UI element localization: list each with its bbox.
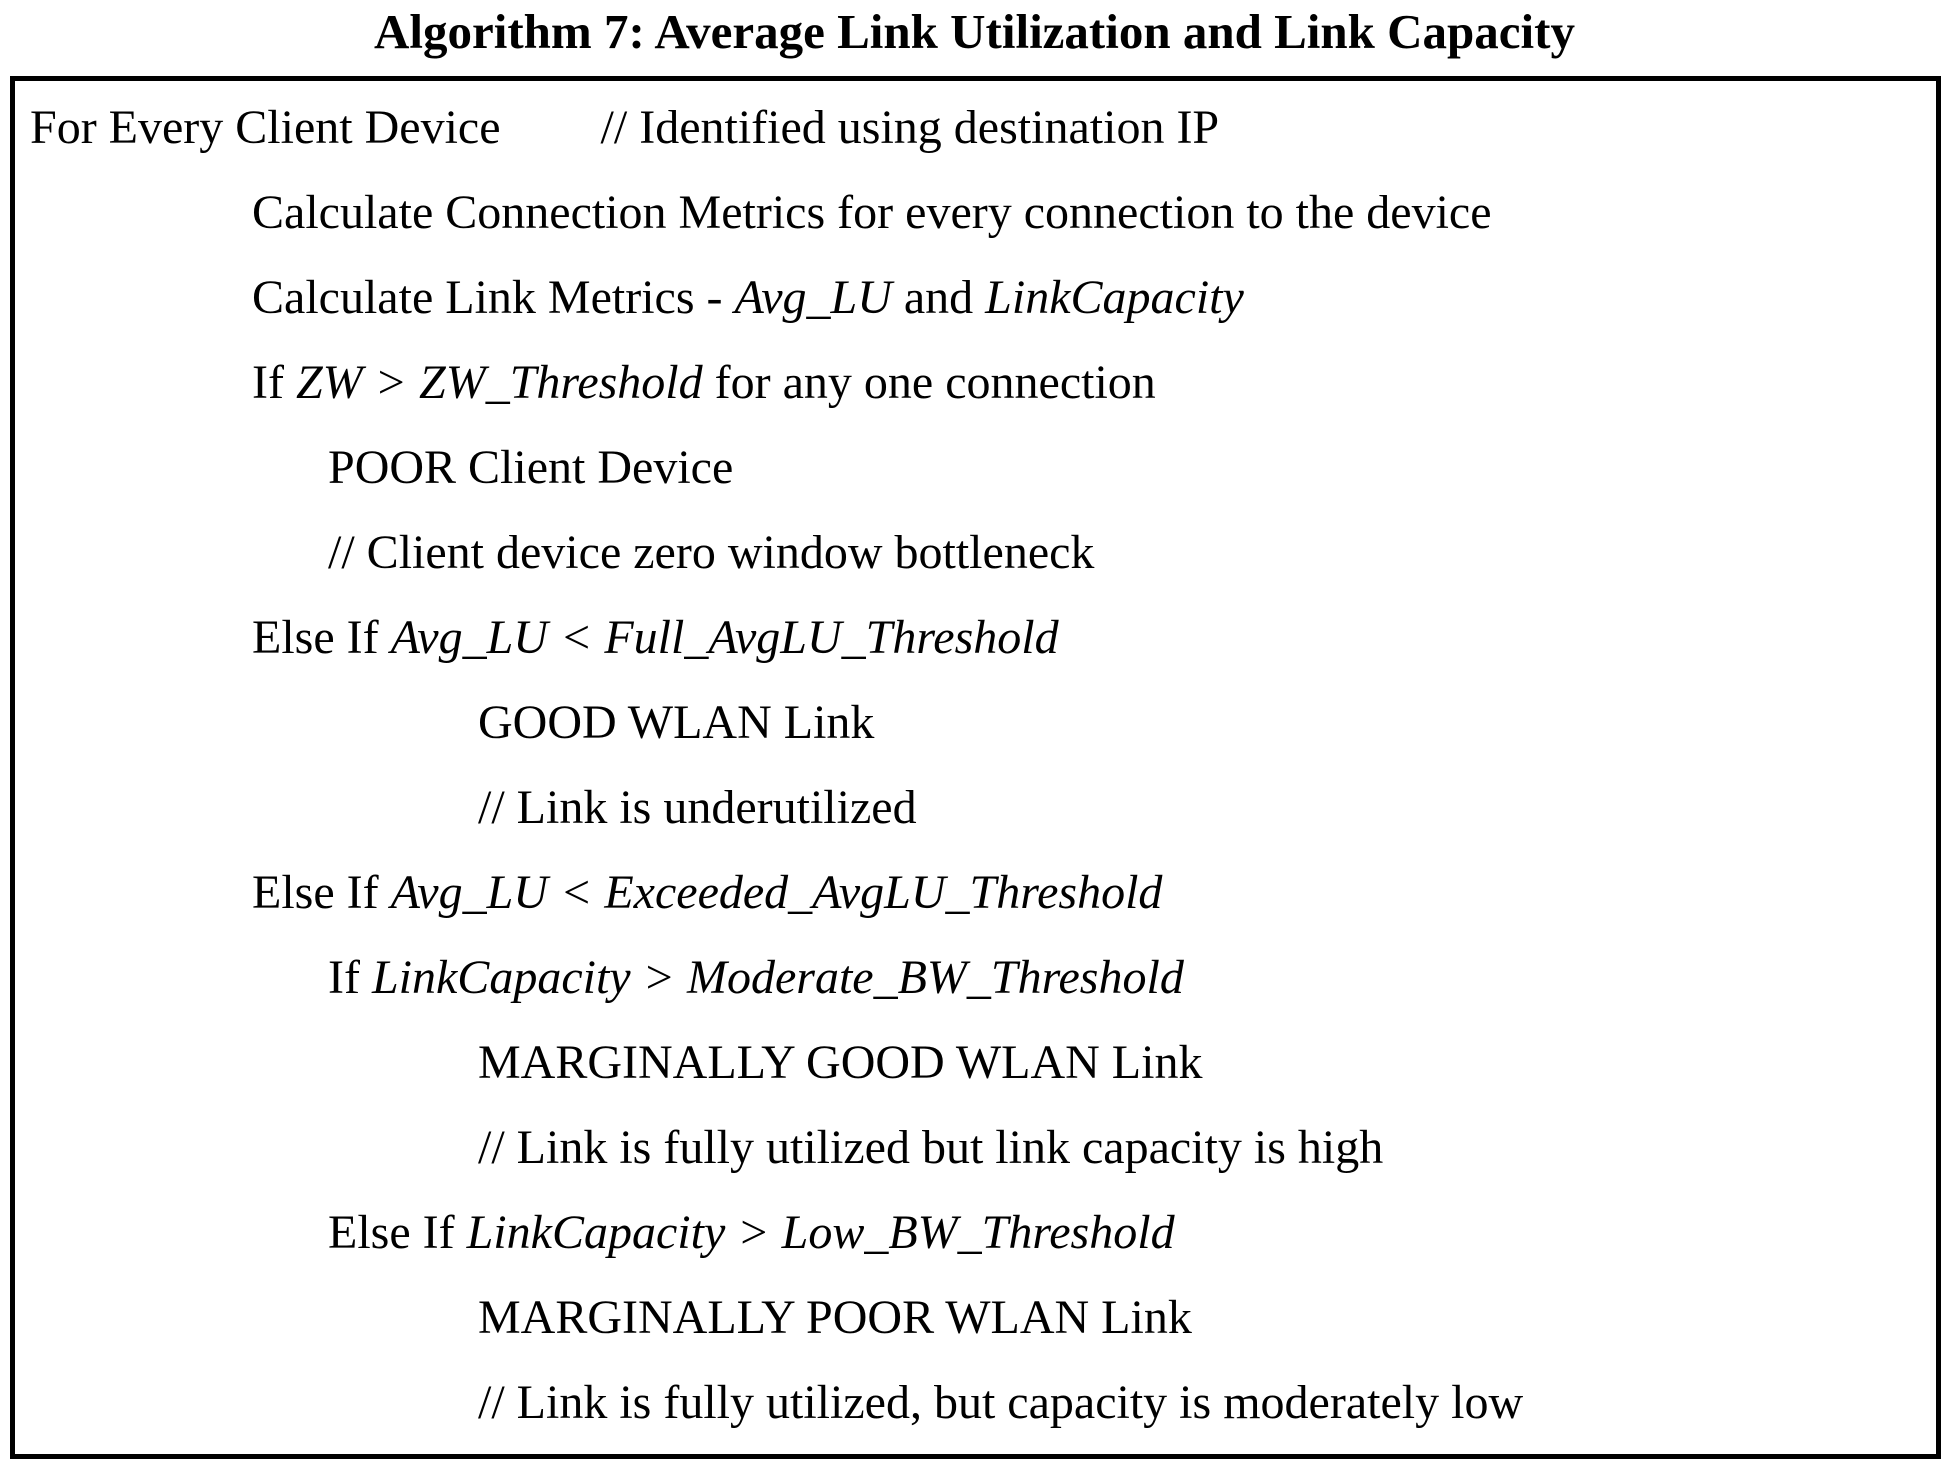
pseudocode-line: [30, 340, 1926, 425]
algorithm-box: [10, 76, 1941, 1459]
variable-expression: Avg_LU < Exceeded_AvgLU_Threshold: [390, 866, 1163, 919]
pseudocode-line: [30, 595, 1926, 680]
pseudocode-comment-line: [30, 765, 1926, 850]
code-text: Else If: [252, 611, 391, 664]
code-text: Calculate Connection Metrics for every connection to the device: [252, 186, 1492, 239]
code-text: Else If: [252, 866, 391, 919]
pseudocode-comment-line: [30, 510, 1926, 595]
pseudocode-comment-line: [30, 1105, 1926, 1190]
code-text: MARGINALLY POOR WLAN Link: [478, 1291, 1192, 1344]
code-text: MARGINALLY GOOD WLAN Link: [478, 1036, 1203, 1089]
pseudocode-line: [30, 680, 1926, 765]
code-text: If: [328, 951, 372, 1004]
inline-comment: // Link is fully utilized, but capacity is moderately low: [478, 1376, 1524, 1429]
variable-expression: ZW > ZW_Threshold: [295, 356, 703, 409]
code-text: Calculate Link Metrics -: [252, 271, 735, 324]
code-text: For Every Client Device: [30, 101, 501, 154]
pseudocode-line: [30, 85, 1926, 170]
pseudocode-line: [30, 170, 1926, 255]
code-text: POOR Client Device: [328, 441, 734, 494]
variable-expression: LinkCapacity: [985, 271, 1244, 324]
pseudocode-line: [30, 255, 1926, 340]
pseudocode-line: [30, 1275, 1926, 1360]
pseudocode-line: [30, 850, 1926, 935]
inline-comment: // Link is fully utilized but link capacity is high: [478, 1121, 1384, 1174]
code-text: GOOD WLAN Link: [478, 696, 875, 749]
inline-comment: // Identified using destination IP: [600, 101, 1220, 154]
code-text: If: [252, 356, 296, 409]
pseudocode-line: [30, 1190, 1926, 1275]
pseudocode-comment-line: [30, 1360, 1926, 1445]
code-text: for any one connection: [702, 356, 1156, 409]
pseudocode-line: [30, 935, 1926, 1020]
variable-expression: Avg_LU < Full_AvgLU_Threshold: [390, 611, 1059, 664]
algorithm-lines: [30, 85, 1926, 1445]
variable-expression: Avg_LU: [734, 271, 892, 324]
inline-comment: // Link is underutilized: [478, 781, 917, 834]
variable-expression: LinkCapacity > Moderate_BW_Threshold: [371, 951, 1184, 1004]
code-text: and: [891, 271, 986, 324]
variable-expression: LinkCapacity > Low_BW_Threshold: [466, 1206, 1175, 1259]
pseudocode-line: [30, 425, 1926, 510]
pseudocode-line: [30, 1020, 1926, 1105]
code-text: Else If: [328, 1206, 467, 1259]
algorithm-title: Algorithm 7: Average Link Utilization and Link Capacity: [373, 4, 1575, 59]
inline-comment: // Client device zero window bottleneck: [328, 526, 1095, 579]
